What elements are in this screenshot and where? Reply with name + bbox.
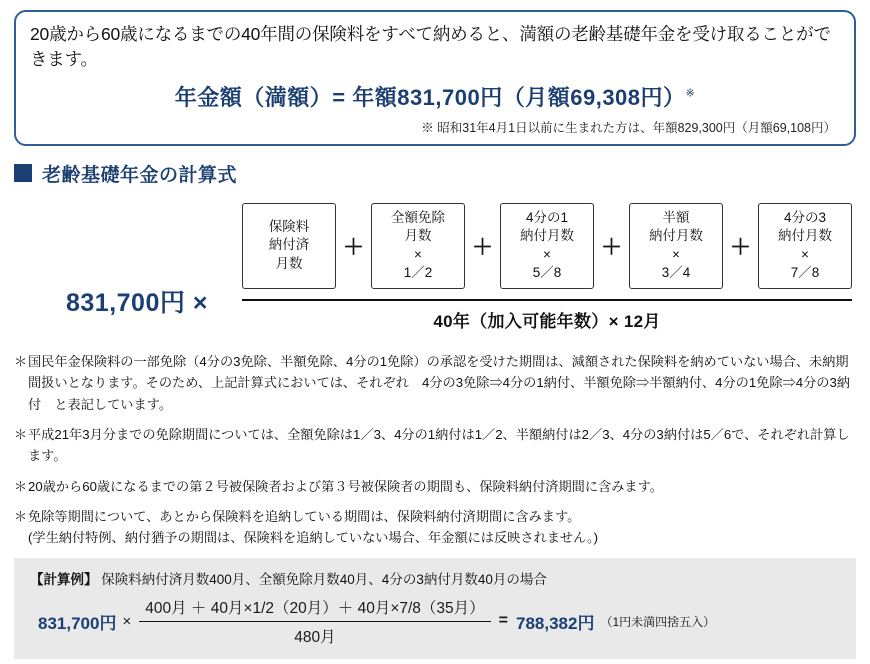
example-fraction [139,596,490,647]
term-line: 4分の1 [525,209,569,225]
summary-formula-superscript: ※ [685,87,696,100]
plus-operator: ＋ [730,235,751,259]
example-coefficient: 831,700円 [38,613,117,633]
example-equals-symbol: = [498,612,509,630]
term-line: 納付月数 [649,228,703,244]
summary-box [14,10,856,146]
term-box [758,203,852,289]
term-line: 納付月数 [520,228,574,244]
note-subtext: (学生納付特例、納付猶予の期間は、保険料を追納していない場合、年金額には反映されません。) [28,530,599,546]
term-line: 全額免除 [391,209,445,225]
example-rounding-note: （1円未満四捨五入） [600,614,716,629]
term-line: 月数 [404,228,432,244]
section-title: 老齢基礎年金の計算式 [42,164,238,186]
note-item [14,424,856,467]
note-text: 免除等期間について、あとから保険料を追納している期間は、保険料納付済期間に含みます。 [28,509,581,524]
formula-coefficient: 831,700円 × [66,288,208,317]
example-numerator: 400月 ＋ 40月×1/2（20月）＋ 40月×7/8（35月） [145,599,485,617]
plus-operator: ＋ [343,235,364,259]
example-heading [30,568,840,588]
example-calculation [30,596,840,647]
note-marker: ＊ [14,353,28,369]
note-marker: ＊ [14,509,28,524]
example-times-symbol: × [122,612,132,630]
term-line: 3／4 [661,265,691,281]
summary-formula-text: 年金額（満額）= 年額831,700円（月額69,308円） [174,84,686,110]
note-marker: ＊ [14,478,28,494]
summary-lead-text: 20歳から60歳になるまでの40年間の保険料をすべて納めると、満額の老齢基礎年金を受け取ることができます。 [30,24,831,70]
term-line: 半額 [662,209,690,225]
term-line: 納付月数 [778,228,832,244]
term-line: 保険料 [268,218,310,234]
term-line: × [801,246,809,262]
note-item [14,506,856,549]
example-label: 【計算例】 [30,571,98,587]
note-marker: ＊ [14,426,28,442]
example-result: 788,382円 [516,613,595,633]
example-block [14,558,856,659]
plus-operator: ＋ [601,235,622,259]
example-description: 保険料納付済月数400月、全額免除月数40月、4分の3納付月数40月の場合 [101,571,547,587]
example-denominator: 480月 [294,628,336,646]
term-line: 1／2 [403,265,433,281]
term-line: 7／8 [790,265,820,281]
summary-formula [30,81,840,112]
term-box [500,203,594,289]
term-line: 5／8 [532,265,562,281]
section-heading [14,160,856,187]
term-box [242,203,336,289]
term-line: × [414,246,422,262]
formula-denominator: 40年（加入可能年数）× 12月 [433,311,661,331]
term-line: 4分の3 [783,209,827,225]
square-marker-icon [14,164,32,182]
note-item [14,476,856,497]
term-line: 月数 [275,256,303,272]
summary-footnote: ※ 昭和31年4月1日以前に生まれた方は、年額829,300円（月額69,108円） [421,120,836,135]
fraction-bar [242,299,852,301]
note-item [14,351,856,415]
plus-operator: ＋ [472,235,493,259]
note-text: 平成21年3月分までの免除期間については、全額免除は1／3、4分の1納付は1／2、半額納付は2／3、4分の3納付は5／6で、それぞれ計算します。 [28,426,850,464]
term-box [629,203,723,289]
term-line: 納付済 [268,237,310,253]
formula-numerator [242,203,852,289]
formula-fraction [242,203,852,332]
term-box [371,203,465,289]
note-text-wrapper [28,506,856,549]
term-line: × [672,246,680,262]
term-line: × [543,246,551,262]
note-text: 20歳から60歳になるまでの第２号被保険者および第３号被保険者の期間も、保険料納付済期間に含みます。 [28,478,663,494]
note-text: 国民年金保険料の一部免除（4分の3免除、半額免除、4分の1免除）の承認を受けた期間は、減額された保険料を納めていない場合、未納期間扱いとなります。そのため、上記計算式においては、それぞれ 4分の3免除⇒4分の1納付、半額免除⇒半額納付、4分の1免除⇒4分の3納付 と表記しています。 [28,353,850,412]
notes-list [14,351,856,549]
main-formula [14,197,856,337]
